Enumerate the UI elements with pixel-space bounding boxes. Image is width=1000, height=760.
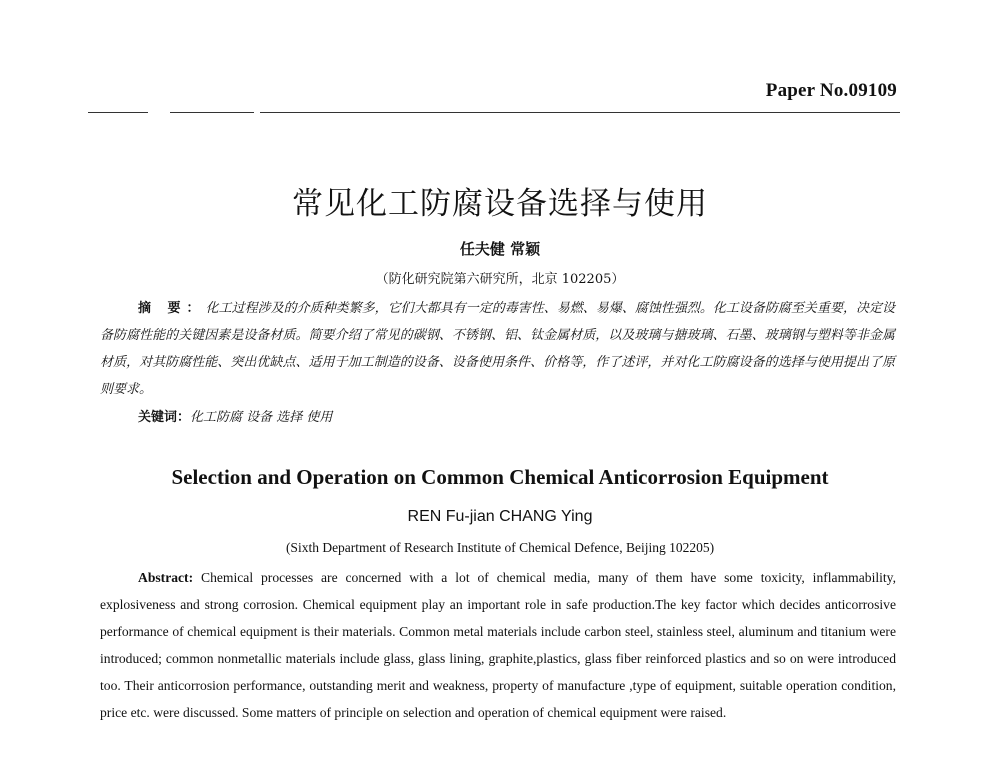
chinese-keywords-label: 关键词：: [138, 410, 191, 425]
chinese-affiliation: （防化研究院第六研究所，北京 102205）: [375, 272, 625, 287]
english-abstract: [100, 564, 896, 726]
chinese-keywords: [138, 406, 332, 425]
chinese-abstract-text: 化工过程涉及的介质种类繁多，它们大都具有一定的毒害性、易燃、易爆、腐蚀性强烈。化工设备防腐至关重要，决定设备防腐性能的关键因素是设备材质。简要介绍了常见的碳钢、不锈钢、铝、钛金属材质，以及玻璃与搪玻璃、石墨、玻璃钢与塑料等非金属材质，对其防腐性能、突出优缺点、适用于加工制造的设备、设备使用条件、价格等，作了述评，并对化工防腐设备的选择与使用提出了原则要求。: [100, 301, 895, 397]
chinese-keywords-text: 化工防腐 设备 选择 使用: [190, 410, 333, 425]
chinese-abstract-label: 摘 要：: [138, 301, 206, 316]
english-abstract-text: Chemical processes are concerned with a lot of chemical media, many of them have some toxicity, inflammability, explosiveness and strong corrosion. Chemical equipment play an important role in safe production.The key factor which decides anticorrosive performance of chemical equipment is their materials. Common metal materials include carbon steel, stainless steel, aluminum and titanium were introduced; common nonmetallic materials include glass, glass lining, graphite,plastics, glass fiber reinforced plastics and so on were introduced too. Their anticorrosion performance, outstanding merit and weakness, property of manufacture ,type of equipment, suitable operation condition, price etc. were discussed. Some matters of principle on selection and operation of chemical equipment were raised.: [100, 570, 896, 720]
chinese-abstract: [100, 295, 895, 403]
english-affiliation: (Sixth Department of Research Institute of Chemical Defence, Beijing 102205): [285, 540, 715, 555]
english-title: Selection and Operation on Common Chemical Anticorrosion Equipment: [171, 465, 829, 489]
chinese-title: 常见化工防腐设备选择与使用: [292, 186, 708, 222]
paper-number: Paper No.09109: [765, 80, 897, 101]
header-rule: [88, 112, 900, 113]
english-abstract-label: Abstract:: [138, 570, 194, 585]
header-rule-gap: [148, 110, 170, 115]
header-rule-gap: [254, 110, 260, 115]
chinese-authors: 任夫健 常颖: [459, 240, 541, 258]
english-authors: REN Fu-jian CHANG Ying: [407, 508, 593, 525]
